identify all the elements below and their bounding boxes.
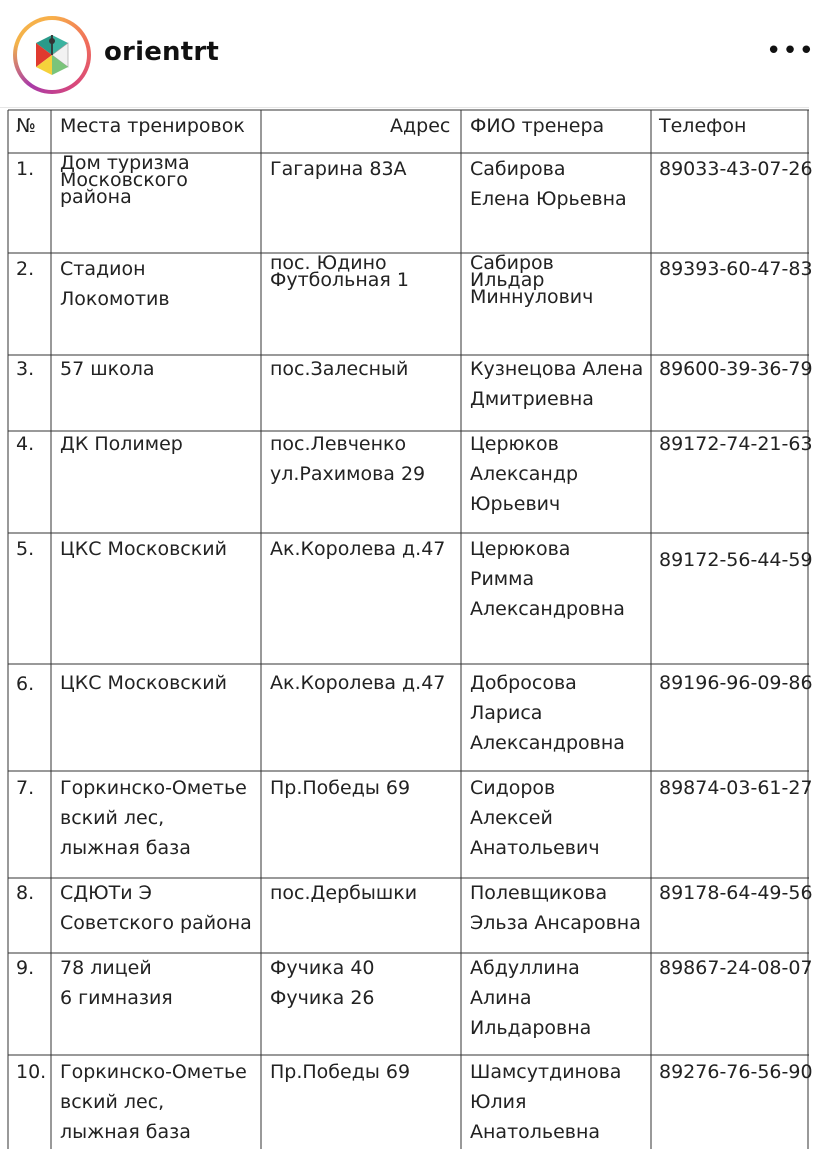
row-3-coach: Кузнецова Алена Дмитриевна bbox=[470, 358, 644, 410]
row-1-coach: Сабирова Елена Юрьевна bbox=[470, 158, 627, 210]
row-8-phone: 89178-64-49-56 bbox=[659, 882, 813, 904]
header-place: Места тренировок bbox=[60, 115, 245, 137]
row-8-address: пос.Дербышки bbox=[270, 882, 418, 904]
row-1-address: Гагарина 83А bbox=[270, 158, 407, 180]
row-4-address: пос.Левченко ул.Рахимова 29 bbox=[270, 433, 426, 485]
row-10-address: Пр.Победы 69 bbox=[270, 1061, 411, 1083]
row-5-address: Ак.Королева д.47 bbox=[270, 538, 446, 560]
row-3-phone: 89600-39-36-79 bbox=[659, 358, 813, 380]
header-address: Адрес bbox=[390, 115, 451, 137]
row-1-place: Дом туризма Московского района bbox=[60, 152, 190, 208]
row-8-coach: Полевщикова Эльза Ансаровна bbox=[470, 882, 641, 934]
row-4-place: ДК Полимер bbox=[60, 433, 183, 455]
row-3-place: 57 школа bbox=[60, 358, 155, 380]
row-1-num: 1. bbox=[16, 158, 35, 180]
row-6-num: 6. bbox=[16, 673, 35, 695]
row-6-coach: Добросова Лариса Александровна bbox=[470, 672, 625, 754]
row-10-coach: Шамсутдинова Юлия Анатольевна bbox=[470, 1061, 622, 1143]
row-10-place: Горкинско-Ометье вский лес, лыжная база bbox=[60, 1061, 247, 1143]
row-2-place: Стадион Локомотив bbox=[60, 258, 170, 310]
username[interactable]: orientrt bbox=[104, 37, 220, 67]
row-3-num: 3. bbox=[16, 358, 35, 380]
orientrt-logo-icon bbox=[22, 25, 82, 85]
row-7-num: 7. bbox=[16, 777, 35, 799]
row-4-phone: 89172-74-21-63 bbox=[659, 433, 813, 455]
row-9-address: Фучика 40 Фучика 26 bbox=[270, 957, 375, 1009]
row-1-phone: 89033-43-07-26 bbox=[659, 158, 813, 180]
row-8-num: 8. bbox=[16, 882, 35, 904]
avatar[interactable] bbox=[13, 16, 91, 94]
schedule-table bbox=[0, 109, 813, 1168]
row-2-address: пос. Юдино Футбольная 1 bbox=[270, 252, 409, 291]
row-8-place: СДЮТи Э Советского района bbox=[60, 882, 252, 934]
more-options-icon[interactable]: ••• bbox=[766, 36, 815, 66]
post-header bbox=[0, 0, 815, 108]
row-6-address: Ак.Королева д.47 bbox=[270, 672, 446, 694]
row-4-num: 4. bbox=[16, 433, 35, 455]
row-2-coach: Сабиров Ильдар Миннулович bbox=[470, 252, 594, 308]
row-9-place: 78 лицей 6 гимназия bbox=[60, 957, 173, 1009]
row-2-phone: 89393-60-47-83 bbox=[659, 258, 813, 280]
header-num: № bbox=[16, 115, 36, 137]
row-5-num: 5. bbox=[16, 538, 35, 560]
row-10-phone: 89276-76-56-90 bbox=[659, 1061, 813, 1083]
row-3-address: пос.Залесный bbox=[270, 358, 409, 380]
row-7-address: Пр.Победы 69 bbox=[270, 777, 411, 799]
row-4-coach: Церюков Александр Юрьевич bbox=[470, 433, 579, 515]
row-10-num: 10. bbox=[16, 1061, 47, 1083]
header-phone: Телефон bbox=[659, 115, 747, 137]
row-9-coach: Абдуллина Алина Ильдаровна bbox=[470, 957, 592, 1039]
row-2-num: 2. bbox=[16, 258, 35, 280]
row-5-place: ЦКС Московский bbox=[60, 538, 227, 560]
row-7-coach: Сидоров Алексей Анатольевич bbox=[470, 777, 600, 859]
row-9-phone: 89867-24-08-07 bbox=[659, 957, 813, 979]
row-7-place: Горкинско-Ометье вский лес, лыжная база bbox=[60, 777, 247, 859]
header-coach: ФИО тренера bbox=[470, 115, 605, 137]
row-6-phone: 89196-96-09-86 bbox=[659, 672, 813, 694]
row-7-phone: 89874-03-61-27 bbox=[659, 777, 813, 799]
row-5-coach: Церюкова Римма Александровна bbox=[470, 538, 625, 620]
row-5-phone: 89172-56-44-59 bbox=[659, 549, 813, 571]
row-9-num: 9. bbox=[16, 957, 35, 979]
row-6-place: ЦКС Московский bbox=[60, 672, 227, 694]
